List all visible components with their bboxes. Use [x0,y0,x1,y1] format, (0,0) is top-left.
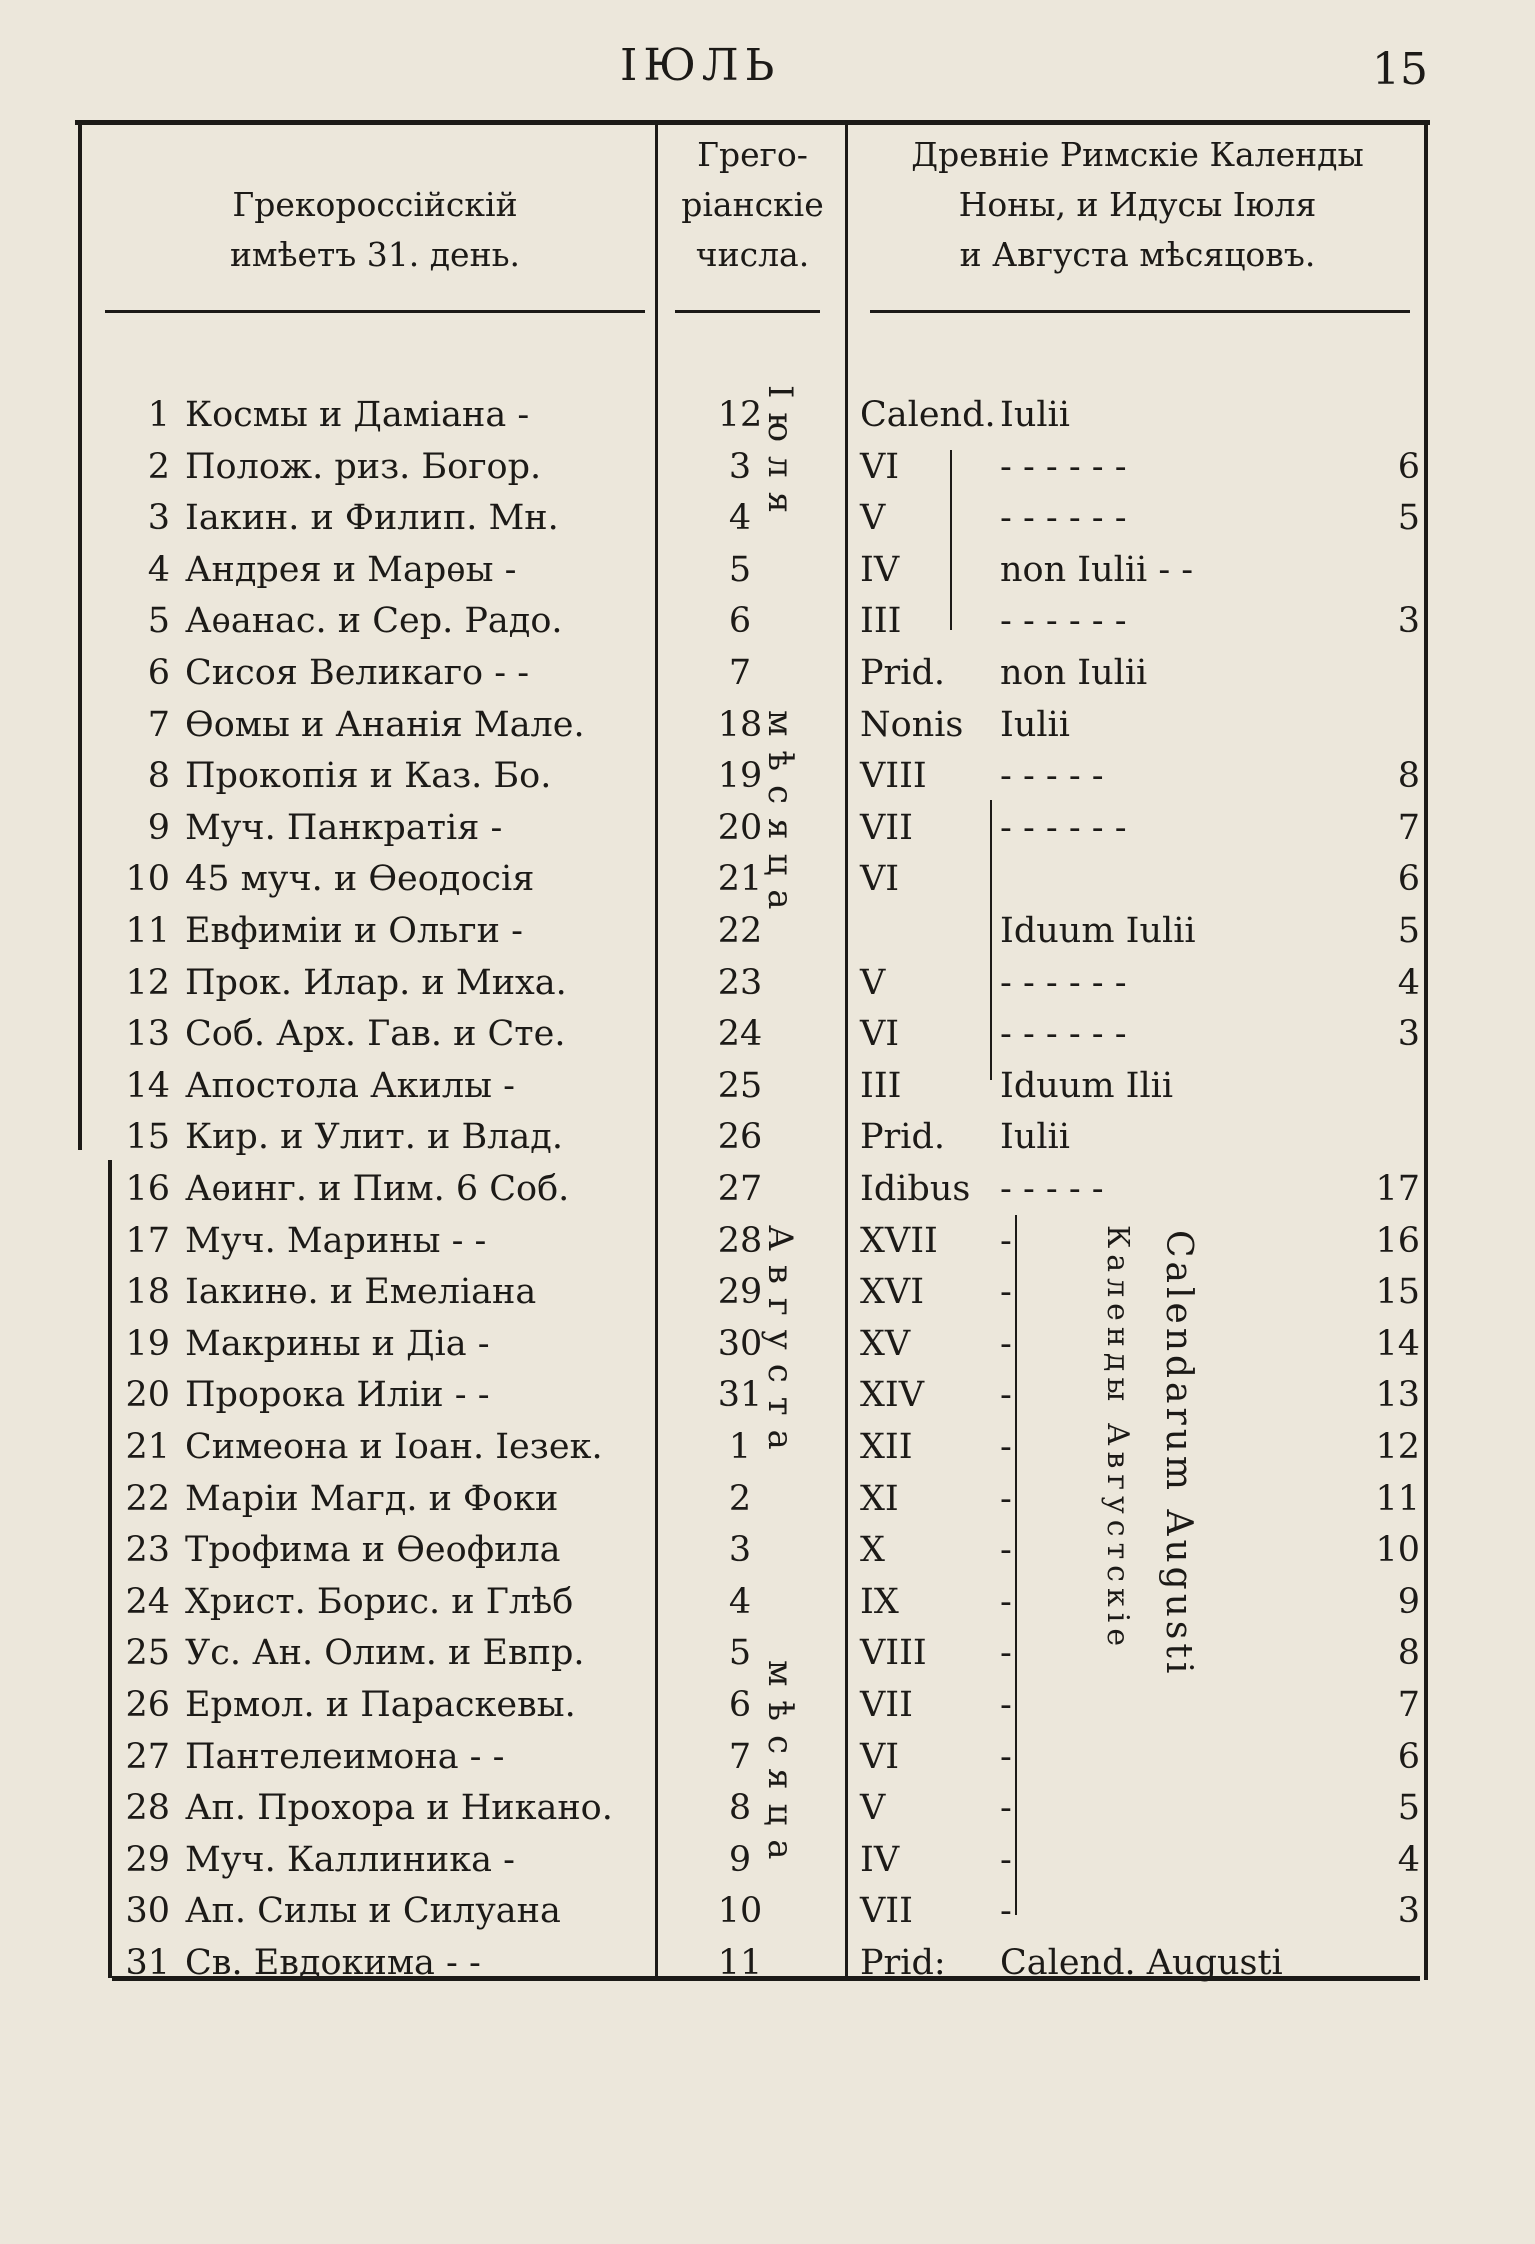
roman-extra: - [1000,1530,1012,1571]
brace-calend [1015,1215,1017,1915]
roman-extra: - [1000,1427,1012,1467]
gregorian-day: 29 [717,1272,763,1313]
day-number: 24 [125,1581,170,1622]
gregorian-day: 7 [728,1736,752,1777]
roman-extra: Calend. Augusti [1000,1943,1283,1983]
roman-date: IV [860,549,900,590]
roman-date: VI [860,446,900,487]
roman-date: VII [860,807,913,848]
saint-name: Ермол. и Параскевы. [185,1685,576,1725]
roman-date: VI [860,1014,900,1055]
table-row [0,1112,1535,1162]
roman-extra: - [1000,1375,1012,1416]
roman-date: XII [860,1427,913,1467]
roman-extra: - - - - - - [1000,807,1127,848]
day-number: 13 [125,1014,170,1055]
gregorian-day: 11 [717,1943,763,1983]
gregorian-day: 6 [728,601,752,642]
day-number: 7 [147,704,170,745]
day-number: 29 [125,1839,170,1880]
roman-date: IX [860,1581,899,1622]
roman-extra: - [1000,1633,1012,1674]
roman-number: 5 [1397,1788,1420,1829]
header-col-1: Грекороссійскій имѣетъ 31. день. [229,185,521,274]
day-number: 12 [125,962,170,1003]
saint-name: Симеона и Іоан. Іезек. [185,1427,603,1467]
roman-number: 6 [1397,1736,1420,1777]
roman-number: 7 [1397,1685,1420,1725]
saint-name: Сисоя Великаго - - [185,653,530,693]
gregorian-day: 28 [717,1220,763,1261]
roman-extra: - - - - - [1000,1169,1104,1209]
table-row [0,1061,1535,1111]
saint-name: Аѳинг. и Пим. 6 Соб. [185,1169,570,1209]
roman-extra: - - - - - - [1000,601,1127,642]
roman-date: VII [860,1685,913,1725]
roman-extra: Iulii [1000,1117,1070,1158]
roman-date: VI [860,859,900,900]
roman-extra: - [1000,1839,1012,1880]
day-number: 4 [147,549,170,590]
roman-extra: - [1000,1478,1012,1519]
saint-name: Маріи Магд. и Фоки [185,1478,559,1519]
day-number: 20 [125,1375,170,1416]
saint-name: Аѳанас. и Сер. Радо. [185,601,563,642]
gregorian-day: 30 [717,1323,763,1364]
roman-number: 3 [1397,1014,1420,1055]
roman-extra: - [1000,1788,1012,1829]
header-underline-2 [675,310,820,313]
page-number: 15 [1372,44,1428,95]
roman-number: 8 [1397,756,1420,797]
gregorian-day: 3 [728,446,752,487]
day-number: 19 [125,1323,170,1364]
roman-extra: - [1000,1581,1012,1622]
saint-name: Соб. Арх. Гав. и Сте. [185,1014,566,1055]
gregorian-day: 20 [717,807,763,848]
roman-number: 3 [1397,601,1420,642]
table-row [0,1474,1535,1524]
page-title: ІЮЛЬ [620,40,781,91]
header-underline-1 [105,310,645,313]
roman-extra: - [1000,1272,1012,1313]
roman-number: 3 [1397,1891,1420,1932]
day-number: 2 [147,446,170,487]
gregorian-day: 21 [717,859,763,900]
july-greg-label: Іюля [760,385,800,528]
saint-name: Андрея и Марѳы - [185,549,517,590]
roman-date: III [860,1065,902,1106]
day-number: 6 [147,653,170,693]
day-number: 22 [125,1478,170,1519]
roman-date: Prid: [860,1943,946,1983]
gregorian-day: 9 [728,1839,752,1880]
roman-number: 4 [1397,1839,1420,1880]
gregorian-day: 6 [728,1685,752,1725]
day-number: 1 [147,395,170,435]
saint-name: Ап. Силы и Силуана [185,1891,561,1932]
gregorian-day: 3 [728,1530,752,1571]
day-number: 28 [125,1788,170,1829]
saint-name: Ап. Прохора и Никано. [185,1788,613,1829]
table-row [0,1525,1535,1575]
roman-extra: non Iulii [1000,653,1148,693]
saint-name: Муч. Панкратія - [185,807,503,848]
roman-date: XV [860,1323,911,1364]
gregorian-day: 8 [728,1788,752,1829]
roman-date: Prid. [860,1117,946,1158]
day-number: 17 [125,1220,170,1261]
saint-name: Муч. Марины - - [185,1220,487,1261]
roman-date: XVI [860,1272,925,1313]
roman-number: 4 [1397,962,1420,1003]
roman-extra: - - - - - - [1000,962,1127,1003]
roman-number: 10 [1375,1530,1420,1571]
roman-date: V [860,962,886,1003]
roman-extra: Iduum Iulii [1000,911,1196,951]
gregorian-day: 23 [717,962,763,1003]
saint-name: Пророка Иліи - - [185,1375,490,1416]
roman-date: Calend. [860,395,996,435]
saint-name: Трофима и Ѳеофила [185,1530,561,1571]
roman-date: VI [860,1736,900,1777]
gregorian-day: 27 [717,1169,763,1209]
roman-date: XVII [860,1220,938,1261]
day-number: 10 [125,859,170,900]
roman-extra: - [1000,1736,1012,1777]
saint-name: Кир. и Улит. и Влад. [185,1117,563,1158]
roman-date: V [860,1788,886,1829]
day-number: 30 [125,1891,170,1932]
table-row [0,1164,1535,1214]
header-col-2: Грего- ріанскіе числа. [681,135,824,274]
roman-date: XI [860,1478,899,1519]
table-row [0,1886,1535,1936]
header-underline-3 [870,310,1410,313]
table-row [0,1577,1535,1627]
gregorian-day: 18 [717,704,763,745]
roman-number: 14 [1375,1323,1420,1364]
day-number: 27 [125,1736,170,1777]
roman-number: 11 [1375,1478,1420,1519]
brace-nones [950,450,952,630]
table-row [0,596,1535,646]
table-row [0,648,1535,698]
august-greg-label: Августа [760,1225,800,1464]
saint-name: Пантелеимона - - [185,1736,505,1777]
day-number: 25 [125,1633,170,1674]
saint-name: Космы и Даміана - [185,395,530,435]
day-number: 9 [147,807,170,848]
roman-extra: - [1000,1685,1012,1725]
roman-number: 15 [1375,1272,1420,1313]
kalendy-label: Календы Августскіе [1100,1225,1135,1653]
roman-extra: Iulii [1000,395,1070,435]
roman-date: VII [860,1891,913,1932]
gregorian-day: 24 [717,1014,763,1055]
gregorian-day: 25 [717,1065,763,1106]
day-number: 14 [125,1065,170,1106]
day-number: 15 [125,1117,170,1158]
roman-number: 12 [1375,1427,1420,1467]
gregorian-day: 4 [728,1581,752,1622]
roman-date: XIV [860,1375,925,1416]
roman-number: 7 [1397,807,1420,848]
gregorian-day: 10 [717,1891,763,1932]
day-number: 3 [147,498,170,539]
table-row [0,545,1535,595]
header-col-3: Древніе Римскіе Календы Ноны, и Идусы Іюля и Августа мѣсяцовъ. [911,135,1364,274]
roman-extra: - [1000,1891,1012,1932]
day-number: 21 [125,1427,170,1467]
saint-name: Макрины и Діа - [185,1323,490,1364]
roman-number: 9 [1397,1581,1420,1622]
saint-name: 45 муч. и Ѳеодосія [185,859,535,900]
table-row [0,958,1535,1008]
day-number: 18 [125,1272,170,1313]
roman-extra: - [1000,1220,1012,1261]
roman-extra: - - - - - - [1000,446,1127,487]
saint-name: Христ. Борис. и Глѣб [185,1581,574,1622]
saint-name: Прокопія и Каз. Бо. [185,756,552,797]
roman-extra: - - - - - - [1000,1014,1127,1055]
gregorian-day: 5 [728,549,752,590]
saint-name: Муч. Каллиника - [185,1839,515,1880]
roman-number: 5 [1397,498,1420,539]
roman-date: Idibus [860,1169,971,1209]
roman-number: 5 [1397,911,1420,951]
roman-number: 17 [1375,1169,1420,1209]
roman-number: 16 [1375,1220,1420,1261]
gregorian-day: 1 [728,1427,752,1467]
day-number: 5 [147,601,170,642]
saint-name: Прок. Илар. и Миха. [185,962,567,1003]
gregorian-day: 31 [717,1375,763,1416]
day-number: 26 [125,1685,170,1725]
saint-name: Апостола Акилы - [185,1065,515,1106]
table-row [0,1938,1535,1988]
roman-date: VIII [860,1633,927,1674]
roman-date: Nonis [860,704,964,745]
july-month-label: мѣсяца [760,710,800,924]
table-row [0,1009,1535,1059]
roman-extra: non Iulii - - [1000,549,1194,590]
roman-extra: - - - - - - [1000,498,1127,539]
roman-date: X [860,1530,885,1571]
gregorian-day: 5 [728,1633,752,1674]
saint-name: Полож. риз. Богор. [185,446,542,487]
gregorian-day: 26 [717,1117,763,1158]
gregorian-day: 4 [728,498,752,539]
day-number: 16 [125,1169,170,1209]
saint-name: Евфиміи и Ольги - [185,911,523,951]
gregorian-day: 22 [717,911,763,951]
brace-iduum [990,800,992,1080]
gregorian-day: 7 [728,653,752,693]
saint-name: Св. Евдокима - - [185,1943,481,1983]
roman-extra: - - - - - [1000,756,1104,797]
roman-date: Prid. [860,653,946,693]
day-number: 23 [125,1530,170,1571]
roman-number: 6 [1397,859,1420,900]
day-number: 8 [147,756,170,797]
roman-date: IV [860,1839,900,1880]
saint-name: Іакинѳ. и Емеліана [185,1272,537,1313]
saint-name: Іакин. и Филип. Мн. [185,498,559,539]
august-month-label: мѣсяца [760,1660,800,1874]
gregorian-day: 2 [728,1478,752,1519]
roman-number: 13 [1375,1375,1420,1416]
roman-date: III [860,601,902,642]
roman-number: 6 [1397,446,1420,487]
top-rule [75,120,1430,125]
gregorian-day: 19 [717,756,763,797]
roman-number: 8 [1397,1633,1420,1674]
gregorian-day: 12 [717,395,763,435]
saint-name: Ѳомы и Ананія Мале. [185,704,585,745]
day-number: 11 [125,911,170,951]
roman-extra: Iduum Ilii [1000,1065,1174,1106]
roman-date: V [860,498,886,539]
roman-extra: - [1000,1323,1012,1364]
day-number: 31 [125,1943,170,1983]
calendarum-label: Calendarum Augusti [1158,1230,1199,1678]
roman-date: VIII [860,756,927,797]
roman-extra: Iulii [1000,704,1070,745]
saint-name: Ус. Ан. Олим. и Евпр. [185,1633,585,1674]
